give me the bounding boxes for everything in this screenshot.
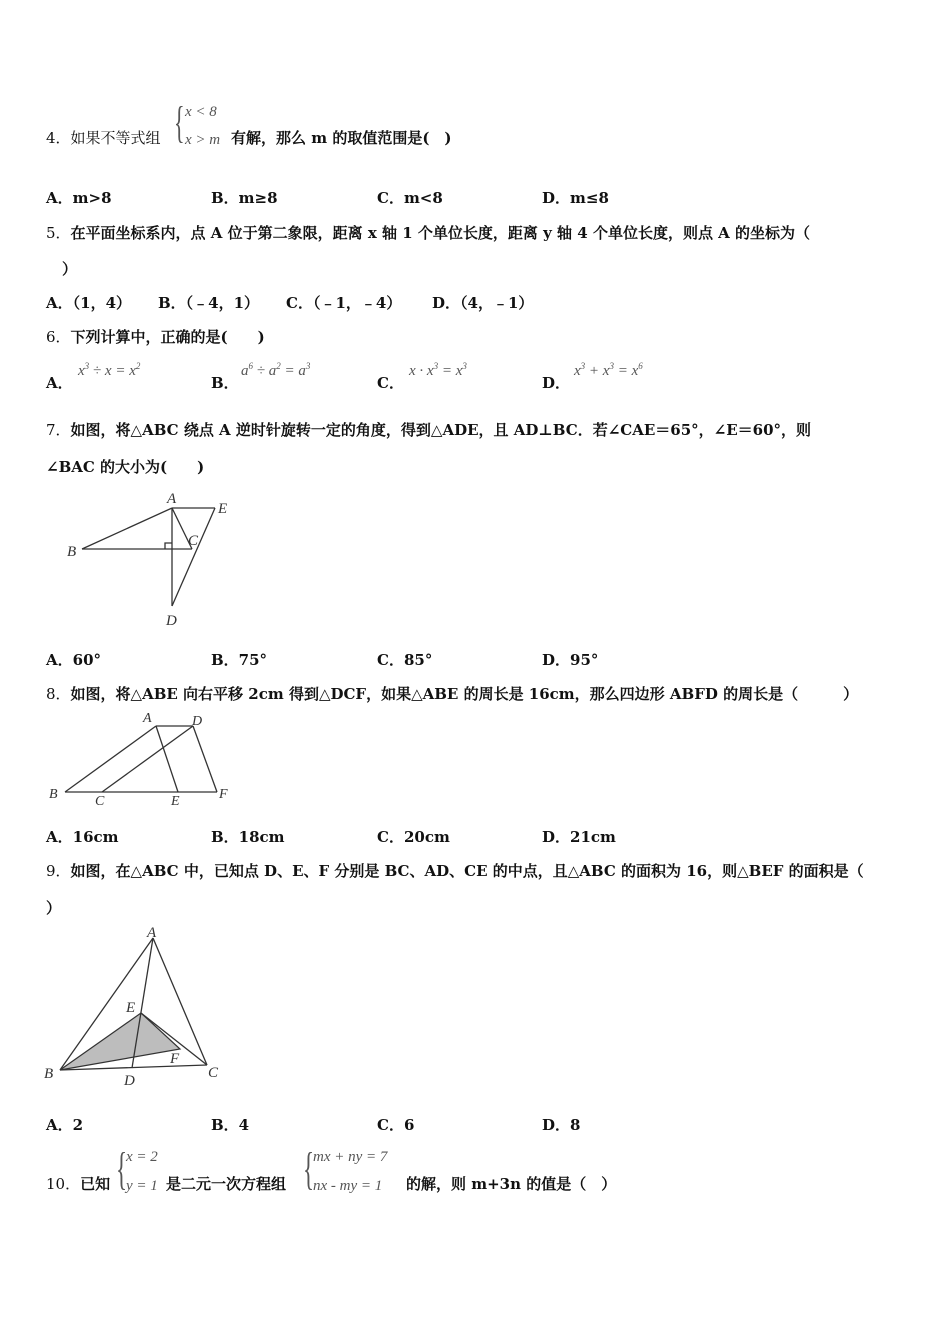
label-a: A xyxy=(167,491,177,507)
option-d[interactable]: D．（4，﹣1） xyxy=(432,294,534,312)
solution-brace: { xyxy=(116,1143,128,1194)
option-letter: A． xyxy=(46,374,73,392)
question-text-line2: ） xyxy=(46,899,62,917)
shaded-triangle-bef xyxy=(60,1013,180,1070)
question-8 xyxy=(46,683,858,704)
option-d[interactable]: D．8 xyxy=(542,1116,581,1134)
figure-triangle-midpoints xyxy=(40,920,235,1095)
question-number: 4． xyxy=(46,129,71,147)
option-c[interactable] xyxy=(377,372,404,393)
option-a-expression: $x^3 \div x = x^2$ xyxy=(78,361,141,379)
question-number: 6． xyxy=(46,328,71,346)
option-a[interactable]: A．m>8 xyxy=(46,189,112,207)
option-d[interactable]: D．21cm xyxy=(542,828,616,846)
label-b: B xyxy=(67,544,77,560)
solution-row-2: y = 1 xyxy=(126,1178,158,1194)
option-c[interactable]: C．85° xyxy=(377,651,433,669)
question-text: 如图，在△ABC 中，已知点 D、E、F 分别是 BC、AD、CE 的中点，且△ABC 的面积为 16，则△BEF 的面积是（ xyxy=(70,862,864,880)
figure-rotation-triangles xyxy=(60,488,250,633)
question-6 xyxy=(46,326,265,347)
label-c: C xyxy=(95,794,105,809)
question-text-continued: 的解，则 m+3n 的值是（ ） xyxy=(406,1175,617,1193)
option-letter: C． xyxy=(377,374,404,392)
option-a[interactable]: A．60° xyxy=(46,651,102,669)
label-d: D xyxy=(192,714,203,729)
question-number: 7． xyxy=(46,421,71,439)
option-a[interactable]: A．2 xyxy=(46,1116,84,1134)
inequality-row-2: x > m xyxy=(185,132,221,148)
option-c[interactable]: C．6 xyxy=(377,1116,415,1134)
question-9 xyxy=(46,860,864,881)
option-b[interactable]: B．4 xyxy=(211,1116,250,1134)
inequality-brace: { xyxy=(174,98,185,147)
inequality-row-1: x < 8 xyxy=(185,104,217,120)
question-number: 8． xyxy=(46,685,71,703)
question-10 xyxy=(46,1173,110,1194)
label-f: F xyxy=(170,1051,180,1067)
option-b[interactable]: B．18cm xyxy=(211,828,285,846)
label-e: E xyxy=(126,1000,136,1016)
option-a[interactable]: A．（1，4） xyxy=(46,294,132,312)
label-e: E xyxy=(171,794,180,809)
question-text-continued: 有解，那么 m 的取值范围是( ) xyxy=(231,129,452,147)
question-number: 9． xyxy=(46,862,71,880)
option-b[interactable]: B．m≥8 xyxy=(211,189,278,207)
label-c: C xyxy=(208,1065,219,1081)
question-text: 如图，将△ABE 向右平移 2cm 得到△DCF，如果△ABE 的周长是 16cm，那么四边形 ABFD 的周长是（ ） xyxy=(70,685,859,703)
option-c[interactable]: C．m<8 xyxy=(377,189,443,207)
question-text-line2: ∠BAC 的大小为( ) xyxy=(46,458,205,476)
question-text: 如果不等式组 xyxy=(70,129,161,147)
option-b[interactable]: B．75° xyxy=(211,651,268,669)
option-letter: B． xyxy=(211,374,239,392)
question-number: 5． xyxy=(46,224,71,242)
question-text: 已知 xyxy=(80,1175,111,1193)
option-a[interactable]: A．16cm xyxy=(46,828,119,846)
label-f: F xyxy=(219,787,228,802)
label-b: B xyxy=(49,787,58,802)
question-7 xyxy=(46,419,811,440)
label-b: B xyxy=(44,1066,54,1082)
option-b[interactable] xyxy=(211,372,239,393)
question-text: 在平面坐标系内，点 A 位于第二象限，距离 x 轴 1 个单位长度，距离 y 轴 4 个单位长度，则点 A 的坐标为（ xyxy=(70,224,811,242)
option-d[interactable]: D．95° xyxy=(542,651,599,669)
solution-row-1: x = 2 xyxy=(126,1149,158,1165)
option-a[interactable] xyxy=(46,372,73,393)
option-c-expression: $x \cdot x^3 = x^3$ xyxy=(409,361,467,379)
label-d: D xyxy=(166,613,177,629)
option-c[interactable]: C．（﹣1，﹣4） xyxy=(286,294,402,312)
label-a: A xyxy=(147,925,157,941)
option-d[interactable]: D．m≤8 xyxy=(542,189,609,207)
option-d[interactable] xyxy=(542,372,570,393)
label-e: E xyxy=(218,501,228,517)
label-c: C xyxy=(188,533,199,549)
option-letter: D． xyxy=(542,374,571,392)
question-text-line2: ） xyxy=(62,260,78,278)
question-text: 下列计算中，正确的是( ) xyxy=(70,328,265,346)
figure-translation-triangles xyxy=(45,708,240,810)
question-4 xyxy=(46,127,161,148)
question-text: 如图，将△ABC 绕点 A 逆时针旋转一定的角度，得到△ADE，且 AD⊥BC．若∠CAE＝65°，∠E＝60°，则 xyxy=(70,421,812,439)
question-text-middle: 是二元一次方程组 xyxy=(166,1175,287,1193)
question-5 xyxy=(46,222,810,243)
label-a: A xyxy=(143,711,152,726)
label-d: D xyxy=(124,1073,135,1089)
option-b-expression: $a^6 \div a^2 = a^3$ xyxy=(241,361,311,379)
system-row-1: mx + ny = 7 xyxy=(313,1149,388,1165)
option-d-expression: $x^3 + x^3 = x^6$ xyxy=(574,361,643,379)
system-row-2: nx - my = 1 xyxy=(313,1178,383,1194)
option-c[interactable]: C．20cm xyxy=(377,828,450,846)
system-brace: { xyxy=(303,1143,315,1194)
option-b[interactable]: B．（﹣4，1） xyxy=(158,294,260,312)
question-number: 10． xyxy=(46,1175,81,1193)
